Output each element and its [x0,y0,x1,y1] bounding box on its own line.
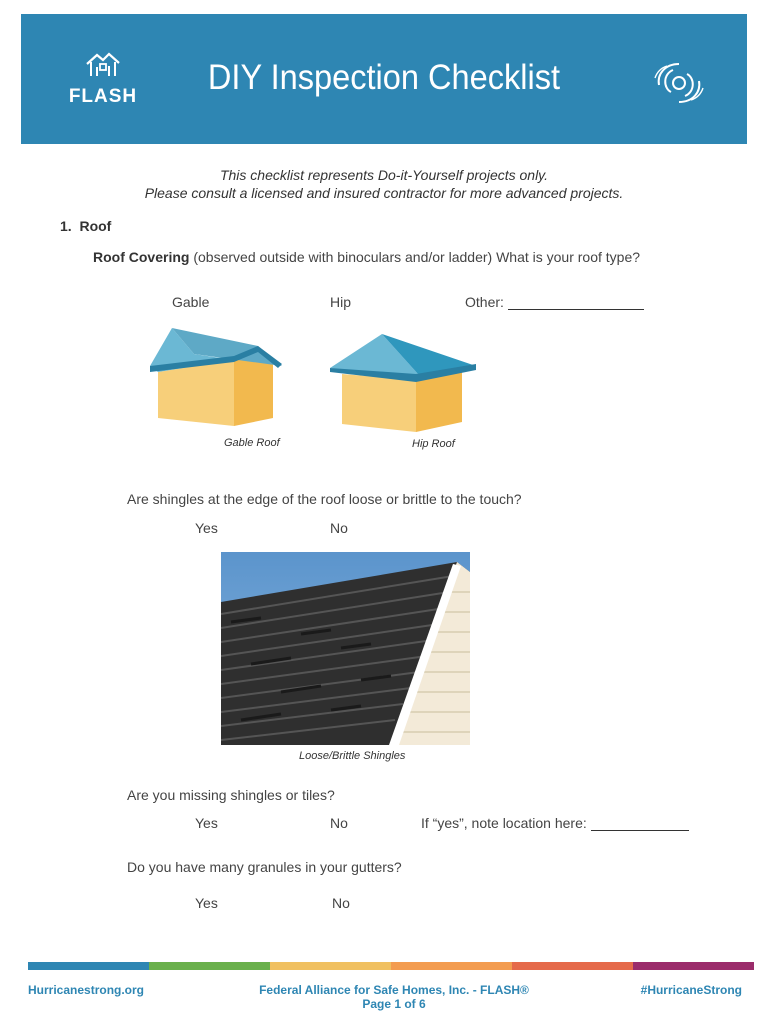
footer-bar-segment [391,962,512,970]
q2-yes-option[interactable]: Yes [195,815,218,831]
footer-bar-segment [633,962,754,970]
footer-color-bar [28,962,754,970]
roof-covering-label: Roof Covering [93,249,190,265]
q3-yes-option[interactable]: Yes [195,895,218,911]
q1-yes-option[interactable]: Yes [195,520,218,536]
option-hip[interactable]: Hip [330,294,352,310]
hurricane-icon [651,58,707,108]
footer-bar-segment [28,962,149,970]
footer-bar-segment [149,962,270,970]
hip-roof-illustration [328,330,478,434]
q3-no-option[interactable]: No [332,895,350,911]
other-blank-line[interactable] [508,295,644,310]
option-gable[interactable]: Gable [172,294,210,310]
footer-hashtag[interactable]: #HurricaneStrong [640,983,742,997]
q2-note-label: If “yes”, note location here: [421,815,587,831]
hip-roof-caption: Hip Roof [412,438,455,450]
roof-covering-question [93,249,640,265]
intro-line-1: This checklist represents Do-it-Yourself projects only. [219,167,549,183]
logo-text: FLASH [68,86,138,107]
option-other-label: Other: [465,294,504,310]
footer-website-link[interactable]: Hurricanestrong.org [28,983,145,997]
footer-page-number: Page 1 of 6 [362,997,426,1011]
intro-line-2: Please consult a licensed and insured contractor for more advanced projects. [144,185,624,201]
section-number: 1. [60,218,72,234]
q2-note[interactable] [421,815,689,831]
question-loose-shingles: Are shingles at the edge of the roof loose or brittle to the touch? [127,491,522,507]
roof-covering-text: (observed outside with binoculars and/or ladder) What is your roof type? [193,249,641,265]
q2-no-option[interactable]: No [330,815,348,831]
section-heading [60,218,111,234]
question-granules: Do you have many granules in your gutters? [127,859,402,875]
page-title: DIY Inspection Checklist [207,58,561,97]
section-title: Roof [79,218,112,234]
q1-no-option[interactable]: No [330,520,348,536]
option-other[interactable] [465,294,644,310]
question-missing-shingles: Are you missing shingles or tiles? [127,787,335,803]
header-banner [21,14,747,144]
footer-bar-segment [512,962,633,970]
footer-organization: Federal Alliance for Safe Homes, Inc. - FLASH® [259,983,529,997]
location-blank-line[interactable] [591,816,689,831]
intro-text [0,166,768,202]
photo-caption: Loose/Brittle Shingles [299,750,406,762]
footer-bar-segment [270,962,391,970]
loose-shingles-photo [221,552,470,745]
gable-roof-illustration [146,326,286,430]
gable-roof-caption: Gable Roof [224,437,280,449]
footer-center [234,983,554,1011]
